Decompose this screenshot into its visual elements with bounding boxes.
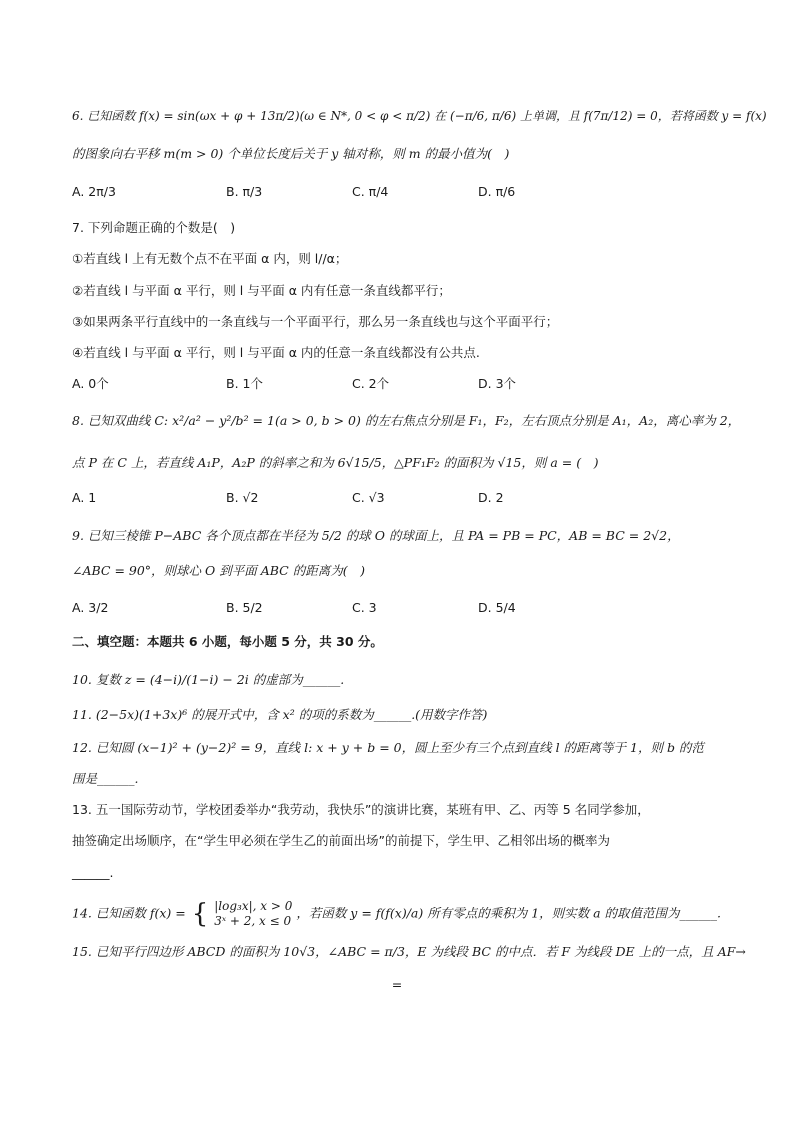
q9-option-a: A. 3/2 <box>72 600 109 615</box>
q6-option-d: D. π/6 <box>478 184 516 199</box>
q13-line1: 13. 五一国际劳动节，学校团委举办“我劳动，我快乐”的演讲比赛，某班有甲、乙、丙等 5 名同学参加， <box>72 802 650 817</box>
q14-case-2: 3ˣ + 2, x ≤ 0 <box>214 914 292 928</box>
q9-options <box>72 599 722 617</box>
q7-option-d: D. 3个 <box>478 376 517 391</box>
q7-item-2: ②若直线 l 与平面 α 平行，则 l 与平面 α 内有任意一条直线都平行； <box>72 283 451 298</box>
q8-option-c: C. √3 <box>352 490 385 505</box>
q8-line2: 点 P 在 C 上，若直线 A₁P，A₂P 的斜率之和为 6√15/5，△PF₁F₂ 的面积为 √15，则 a = ( ) <box>72 455 599 470</box>
q6-option-b: B. π/3 <box>226 184 263 199</box>
brace-icon: { <box>191 899 209 929</box>
q11: 11. (2−5x)(1+3x)⁶ 的展开式中，含 x² 的项的系数为______.(用数字作答) <box>72 707 488 722</box>
q7-option-b: B. 1个 <box>226 376 263 391</box>
q9-line2: ∠ABC = 90°，则球心 O 到平面 ABC 的距离为( ) <box>72 563 365 578</box>
section-fill-in-header: 二、填空题：本题共 6 小题，每小题 5 分，共 30 分。 <box>72 634 383 649</box>
q7-stem: 7. 下列命题正确的个数是( ) <box>72 220 236 235</box>
q6-option-a: A. 2π/3 <box>72 184 116 199</box>
q6-line2: 的图象向右平移 m(m > 0) 个单位长度后关于 y 轴对称，则 m 的最小值为( ) <box>72 146 510 161</box>
q6-options <box>72 183 722 201</box>
q12-line1: 12. 已知圆 (x−1)² + (y−2)² = 9，直线 l: x + y + b = 0，圆上至少有三个点到直线 l 的距离等于 1，则 b 的范 <box>72 740 704 755</box>
q14-cases <box>214 899 292 929</box>
q10: 10. 复数 z = (4−i)/(1−i) − 2i 的虚部为______. <box>72 672 345 687</box>
q9-option-b: B. 5/2 <box>226 600 263 615</box>
q8-line1: 8. 已知双曲线 C: x²/a² − y²/b² = 1(a > 0, b > 0) 的左右焦点分别是 F₁，F₂，左右顶点分别是 A₁，A₂，离心率为 2， <box>72 413 741 428</box>
q13-line3: ______. <box>72 865 114 880</box>
q15-line2: = <box>391 977 403 992</box>
q14-case-1: |log₃x|, x > 0 <box>214 899 293 913</box>
q6-option-c: C. π/4 <box>352 184 389 199</box>
q13-line2: 抽签确定出场顺序，在“学生甲必须在学生乙的前面出场”的前提下，学生甲、乙相邻出场的概率为 <box>72 833 610 848</box>
q9-line1: 9. 已知三棱锥 P−ABC 各个顶点都在半径为 5/2 的球 O 的球面上，且 PA = PB = PC，AB = BC = 2√2， <box>72 528 680 543</box>
q14-prefix: 14. 已知函数 f(x) = <box>72 905 186 921</box>
q12-line2: 围是______. <box>72 771 139 786</box>
q9-option-d: D. 5/4 <box>478 600 516 615</box>
q7-options <box>72 375 722 393</box>
q8-option-b: B. √2 <box>226 490 259 505</box>
q6-line1: 6. 已知函数 f(x) = sin(ωx + φ + 13π/2)(ω ∈ N*, 0 < φ < π/2) 在 (−π/6, π/6) 上单调，且 f(7π/12) = 0，若将函数 y = f(x) <box>72 109 767 123</box>
q9-option-c: C. 3 <box>352 600 377 615</box>
q7-item-1: ①若直线 l 上有无数个点不在平面 α 内，则 l//α； <box>72 251 348 266</box>
q14-suffix: ，若函数 y = f(f(x)/a) 所有零点的乘积为 1，则实数 a 的取值范围为______. <box>296 905 722 921</box>
q7-item-3: ③如果两条平行直线中的一条直线与一个平面平行，那么另一条直线也与这个平面平行； <box>72 314 559 329</box>
q7-item-4: ④若直线 l 与平面 α 平行，则 l 与平面 α 内的任意一条直线都没有公共点. <box>72 345 480 360</box>
q8-options <box>72 489 722 507</box>
q7-option-c: C. 2个 <box>352 376 390 391</box>
q14 <box>72 899 721 929</box>
q8-option-a: A. 1 <box>72 490 97 505</box>
q15-line1: 15. 已知平行四边形 ABCD 的面积为 10√3，∠ABC = π/3，E 为线段 BC 的中点．若 F 为线段 DE 上的一点，且 AF→ <box>72 944 746 959</box>
q7-option-a: A. 0个 <box>72 376 109 391</box>
q8-option-d: D. 2 <box>478 490 504 505</box>
